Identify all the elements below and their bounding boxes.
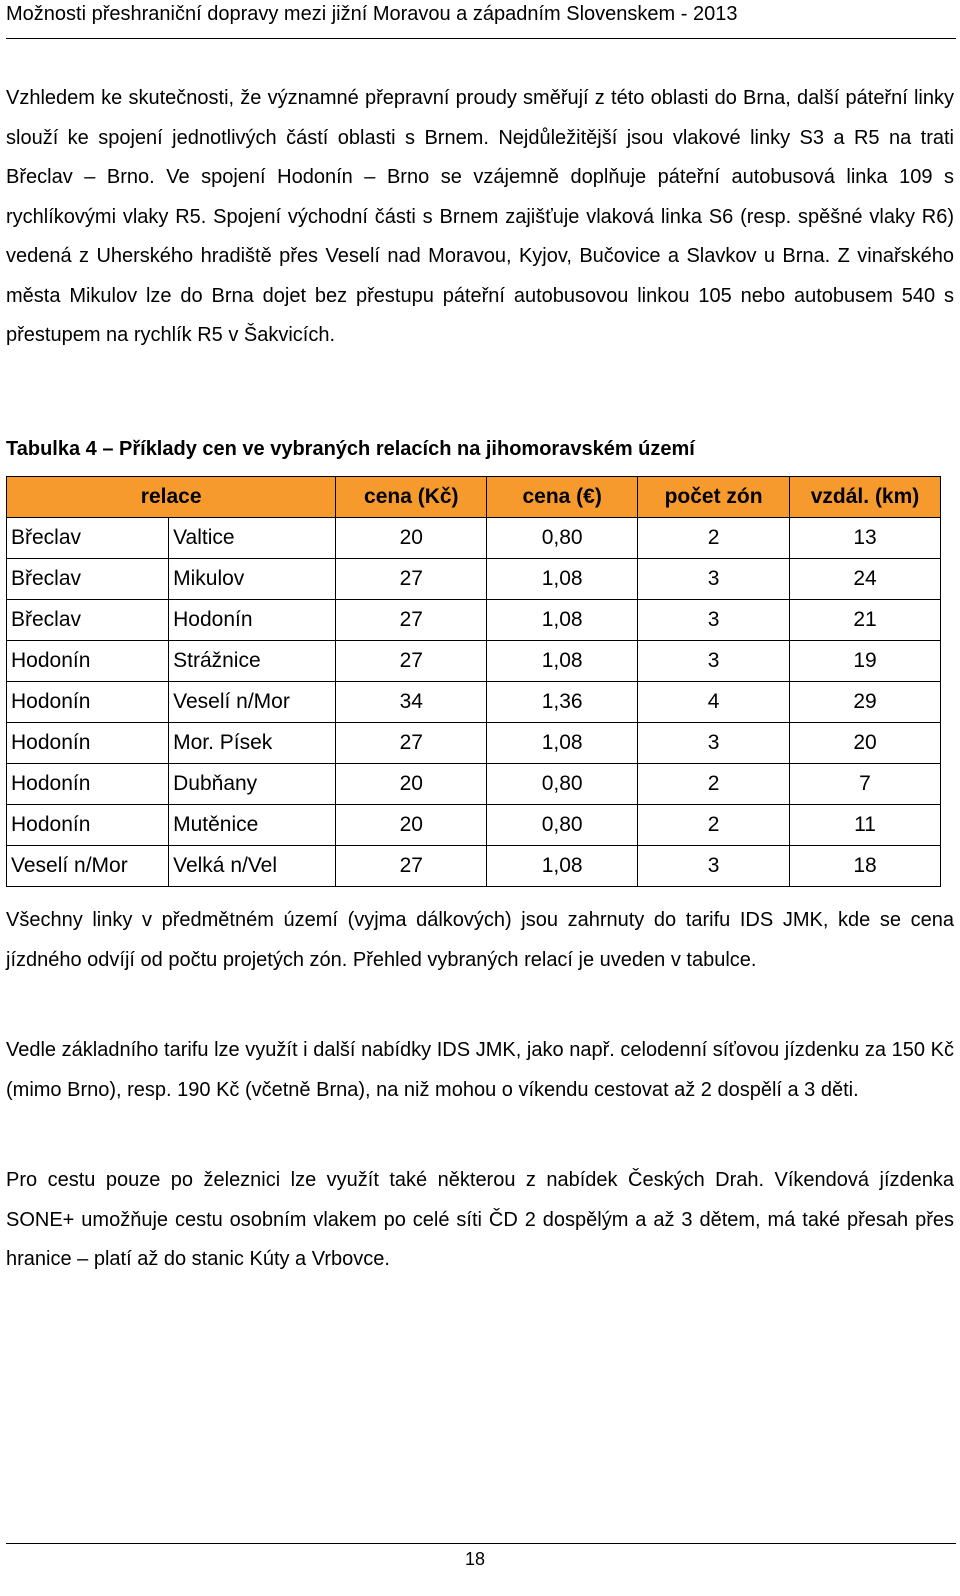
cell-to: Hodonín	[169, 600, 336, 641]
cell-price-eur: 1,08	[487, 723, 638, 764]
paragraph-railway-offers: Pro cestu pouze po železnici lze využít také některou z nabídek Českých Drah. Víkendová jízdenka SONE+ umožňuje cestu osobním vlakem po celé síti ČD 2 dospělým a až 3 dětem, má také přesah přes hranice – platí až do stanic Kúty a Vrbovce.	[6, 1169, 954, 1270]
cell-distance: 29	[790, 682, 941, 723]
cell-price-eur: 0,80	[487, 518, 638, 559]
cell-to: Velká n/Vel	[169, 846, 336, 887]
cell-distance: 7	[790, 764, 941, 805]
cell-price-eur: 1,36	[487, 682, 638, 723]
paragraph-backbone-lines: Vzhledem ke skutečnosti, že významné přepravní proudy směřují z této oblasti do Brna, další páteřní linky slouží ke spojení jednotlivých částí oblasti s Brnem. Nejdůležitější jsou vlakové linky S3 a R5 na trati Břeclav – Brno. Ve spojení Hodonín – Brno se vzájemně doplňuje páteřní autobusová linka 109 s rychlíkovými vlaky R5. Spojení východní části s Brnem zajišťuje vlaková linka S6 (resp. spěšné vlaky R6) vedená z Uherského hradiště přes Veselí nad Moravou, Kyjov, Bučovice a Slavkov u Brna. Z vinařského města Mikulov lze do Brna dojet bez přestupu páteřní autobusovou linkou 105 nebo autobusem 540 s přestupem na rychlík R5 v Šakvicích.	[6, 87, 954, 346]
cell-price-eur: 1,08	[487, 641, 638, 682]
table-row	[7, 723, 941, 764]
cell-from: Veselí n/Mor	[7, 846, 169, 887]
header-zones: počet zón	[638, 477, 790, 518]
cell-distance: 21	[790, 600, 941, 641]
table-caption: Tabulka 4 – Příklady cen ve vybraných relacích na jihomoravském území	[6, 438, 695, 460]
cell-from: Hodonín	[7, 764, 169, 805]
header-relation: relace	[7, 477, 336, 518]
cell-price-czk: 20	[336, 805, 487, 846]
cell-price-czk: 34	[336, 682, 487, 723]
cell-zones: 2	[638, 518, 790, 559]
cell-distance: 19	[790, 641, 941, 682]
cell-from: Hodonín	[7, 805, 169, 846]
cell-to: Veselí n/Mor	[169, 682, 336, 723]
table-row	[7, 682, 941, 723]
cell-price-eur: 0,80	[487, 764, 638, 805]
cell-price-czk: 27	[336, 559, 487, 600]
header-distance: vzdál. (km)	[790, 477, 941, 518]
cell-price-eur: 1,08	[487, 559, 638, 600]
cell-distance: 20	[790, 723, 941, 764]
cell-to: Mutěnice	[169, 805, 336, 846]
cell-price-czk: 27	[336, 723, 487, 764]
cell-zones: 3	[638, 641, 790, 682]
cell-to: Mor. Písek	[169, 723, 336, 764]
page-number: 18	[464, 1549, 486, 1569]
cell-zones: 3	[638, 559, 790, 600]
cell-zones: 3	[638, 723, 790, 764]
cell-zones: 3	[638, 600, 790, 641]
header-price-eur: cena (€)	[487, 477, 638, 518]
cell-to: Valtice	[169, 518, 336, 559]
page-footer-line	[6, 1543, 956, 1544]
table-row	[7, 559, 941, 600]
header-title: Možnosti přeshraniční dopravy mezi jižní Moravou a západním Slovenskem - 2013	[6, 3, 738, 25]
cell-price-czk: 20	[336, 518, 487, 559]
cell-to: Mikulov	[169, 559, 336, 600]
table-row	[7, 600, 941, 641]
cell-from: Břeclav	[7, 559, 169, 600]
cell-distance: 24	[790, 559, 941, 600]
cell-zones: 2	[638, 805, 790, 846]
table-row	[7, 518, 941, 559]
table-row	[7, 805, 941, 846]
cell-to: Strážnice	[169, 641, 336, 682]
cell-to: Dubňany	[169, 764, 336, 805]
cell-from: Hodonín	[7, 641, 169, 682]
header-price-czk: cena (Kč)	[336, 477, 487, 518]
cell-distance: 18	[790, 846, 941, 887]
paragraph-ids-jmk-tariff: Všechny linky v předmětném území (vyjma dálkových) jsou zahrnuty do tarifu IDS JMK, kde se cena jízdného odvíjí od počtu projetých zón. Přehled vybraných relací je uveden v tabulce.	[6, 909, 954, 971]
cell-zones: 3	[638, 846, 790, 887]
page-header	[6, 0, 956, 39]
cell-from: Břeclav	[7, 518, 169, 559]
table-row	[7, 846, 941, 887]
cell-distance: 11	[790, 805, 941, 846]
cell-from: Hodonín	[7, 682, 169, 723]
cell-price-czk: 27	[336, 600, 487, 641]
cell-price-czk: 27	[336, 846, 487, 887]
cell-price-czk: 27	[336, 641, 487, 682]
table-row	[7, 641, 941, 682]
cell-zones: 4	[638, 682, 790, 723]
table-row	[7, 764, 941, 805]
price-table	[6, 476, 941, 887]
cell-price-eur: 0,80	[487, 805, 638, 846]
table-header-row	[7, 477, 941, 518]
paragraph-network-ticket: Vedle základního tarifu lze využít i další nabídky IDS JMK, jako např. celodenní síťovou jízdenku za 150 Kč (mimo Brno), resp. 190 Kč (včetně Brna), na niž mohou o víkendu cestovat až 2 dospělí a 3 děti.	[6, 1039, 954, 1101]
cell-from: Hodonín	[7, 723, 169, 764]
cell-zones: 2	[638, 764, 790, 805]
cell-price-eur: 1,08	[487, 846, 638, 887]
cell-distance: 13	[790, 518, 941, 559]
cell-price-czk: 20	[336, 764, 487, 805]
cell-price-eur: 1,08	[487, 600, 638, 641]
cell-from: Břeclav	[7, 600, 169, 641]
